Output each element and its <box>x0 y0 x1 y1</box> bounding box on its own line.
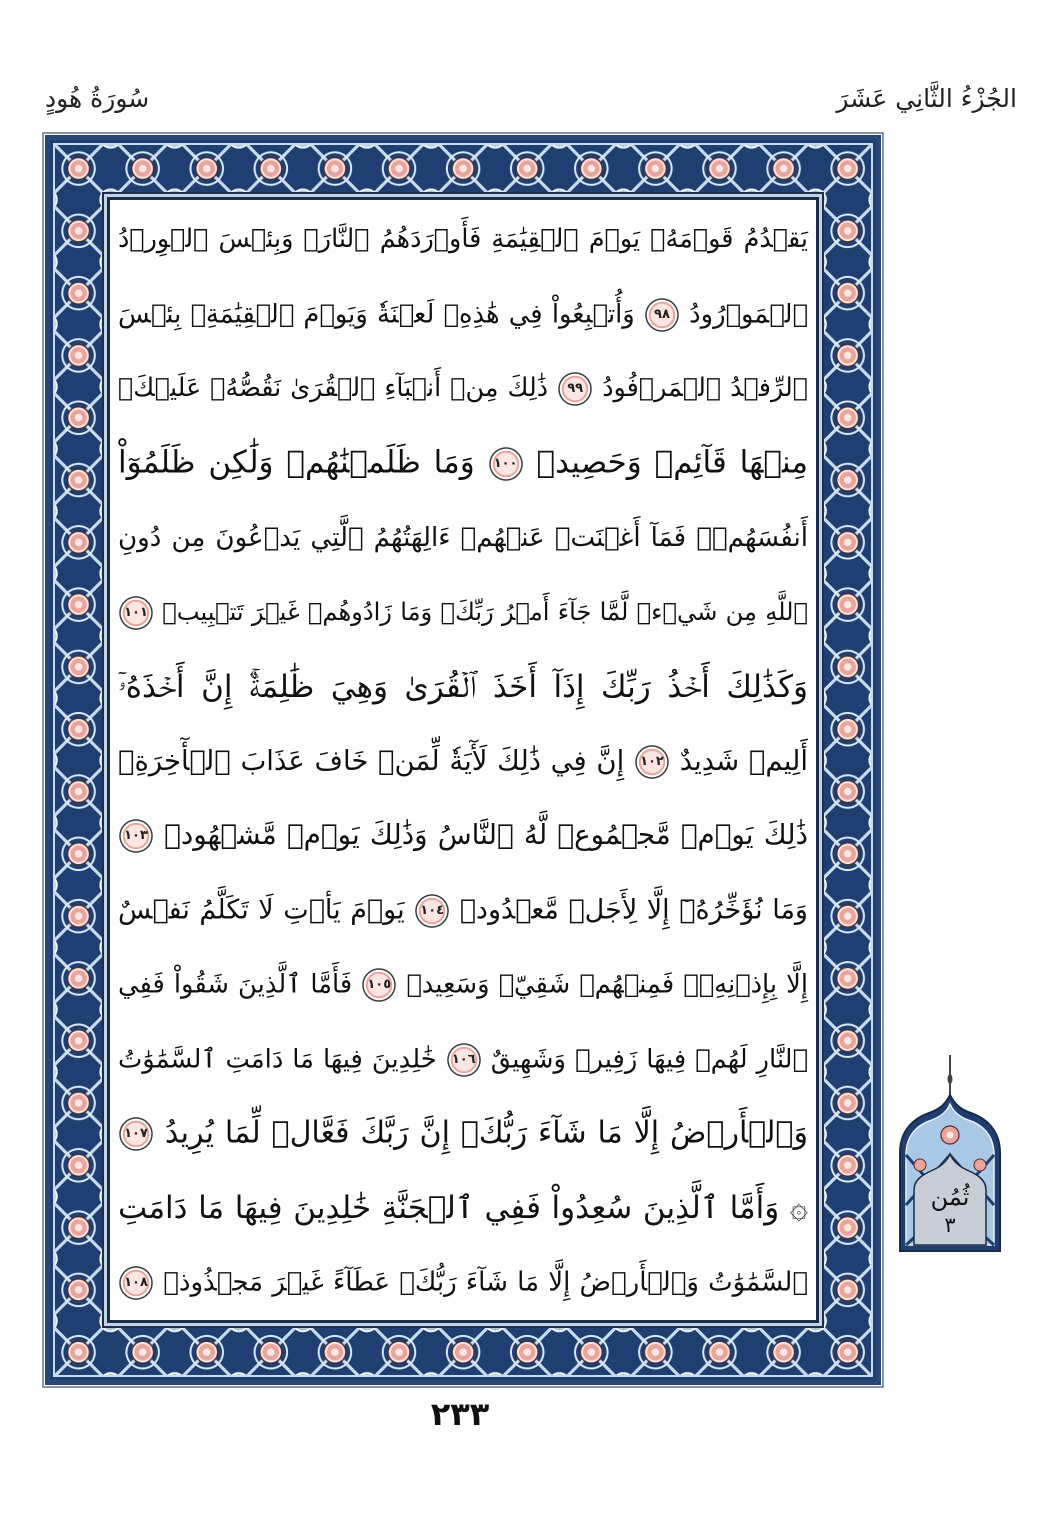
text-line <box>118 877 808 945</box>
verse-text: وَٱلۡأَرۡضُ إِلَّا مَا شَآءَ رَبُّكَۚ إِنَّ رَبَّكَ فَعَّالٞ لِّمَا يُرِيدُ <box>164 1115 808 1151</box>
text-line <box>118 728 808 796</box>
page-number: ٢٣٣ <box>430 1395 490 1433</box>
flower-ornament <box>974 1159 986 1171</box>
text-line <box>118 579 808 647</box>
ayah-number-marker: ١٠٦ <box>446 1042 482 1078</box>
ayah-number-marker: ١٠٧ <box>118 1116 154 1152</box>
line-content <box>118 446 808 482</box>
surah-title: سُورَةُ هُودٍ <box>45 84 150 113</box>
verse-text: ذَٰلِكَ يَوۡمٞ مَّجۡمُوعٞ لَّهُ ٱلنَّاسُ وَذَٰلِكَ يَوۡمٞ مَّشۡهُودٞ <box>164 818 808 851</box>
line-content <box>118 522 808 553</box>
ayah-number-marker: ١٠٥ <box>361 967 397 1003</box>
verse-text: مِنۡهَا قَآئِمٞ وَحَصِيدٞ <box>536 444 808 480</box>
verse-text: ٱلۡمَوۡرُودُ <box>689 299 808 329</box>
text-line <box>118 1100 808 1168</box>
text-line <box>118 355 808 423</box>
verse-text: أَنفُسَهُمۡۖ فَمَآ أَغۡنَتۡ عَنۡهُمۡ ءَالِهَتُهُمُ ٱلَّتِي يَدۡعُونَ مِن دُونِ <box>118 522 808 553</box>
line-content <box>118 297 808 333</box>
line-content <box>118 668 808 705</box>
verse-text: ۞ وَأَمَّا ٱلَّذِينَ سُعِدُواْ فَفِي ٱلۡجَنَّةِ خَٰلِدِينَ فِيهَا مَا دَامَتِ <box>118 1190 808 1226</box>
ayah-number-marker: ٩٨ <box>644 297 680 333</box>
ayah-number-marker: ١٠٠ <box>488 446 524 482</box>
text-line <box>118 653 808 721</box>
verse-text: إِلَّا بِإِذۡنِهِۦۚ فَمِنۡهُمۡ شَقِيّٞ وَسَعِيدٞ <box>406 969 808 1000</box>
verse-text: أَلِيمٞ شَدِيدٌ <box>679 744 808 777</box>
text-line <box>118 504 808 572</box>
verse-text: وَمَا نُؤَخِّرُهُۥٓ إِلَّا لِأَجَلٖ مَّعۡدُودٖ <box>459 894 808 925</box>
ayah-number-marker: ١٠٤ <box>414 893 450 929</box>
badge-hanging-knob <box>948 1074 953 1084</box>
line-content <box>118 595 808 631</box>
verse-text: ٱلرِّفۡدُ ٱلۡمَرۡفُودُ <box>602 373 808 403</box>
verse-text: ٱلسَّمَٰوَٰتُ وَٱلۡأَرۡضُ إِلَّا مَا شَآءَ رَبُّكَۖ عَطَآءً غَيۡرَ مَجۡذُوذٖ <box>163 1267 808 1298</box>
text-line <box>118 430 808 498</box>
text-line <box>118 281 808 349</box>
text-line <box>118 206 808 274</box>
line-content <box>118 1042 808 1078</box>
line-content <box>118 744 808 780</box>
verse-text: ٱللَّهِ مِن شَيۡءٖ لَّمَّا جَآءَ أَمۡرُ رَبِّكَۖ وَمَا زَادُوهُمۡ غَيۡرَ تَتۡبِيبٖ <box>162 597 808 626</box>
verse-text: ٱلنَّارِ لَهُمۡ فِيهَا زَفِيرٞ وَشَهِيقٌ <box>490 1044 809 1074</box>
thumun-label: ثُمُن <box>930 1183 970 1211</box>
verse-text: خَٰلِدِينَ فِيهَا مَا دَامَتِ ٱلسَّمَٰوَٰتُ <box>117 1044 437 1074</box>
juz-title: الجُزْءُ الثَّانِي عَشَرَ <box>836 84 1017 113</box>
verse-text: فَأَمَّا ٱلَّذِينَ شَقُواْ فَفِي <box>118 969 353 1000</box>
ornamental-border-frame <box>45 135 881 1385</box>
quran-text-panel <box>107 197 819 1323</box>
flower-ornament <box>914 1159 926 1171</box>
verse-text: وَكَذَٰلِكَ أَخۡذُ رَبِّكَ إِذَآ أَخَذَ ٱلۡقُرَىٰ وَهِيَ ظَٰلِمَةٌۚ إِنَّ أَخۡذَهُۥٓ <box>118 668 808 705</box>
line-content <box>118 1265 808 1301</box>
verse-text: وَمَا ظَلَمۡنَٰهُمۡ وَلَٰكِن ظَلَمُوٓاْ <box>118 444 475 480</box>
text-line <box>118 1175 808 1243</box>
ayah-number-marker: ١٠٨ <box>118 1265 154 1301</box>
thumun-number: ٣ <box>944 1213 956 1237</box>
text-line <box>118 951 808 1019</box>
text-line <box>118 1026 808 1094</box>
line-content <box>118 1116 808 1152</box>
verse-text: يَوۡمَ يَأۡتِ لَا تَكَلَّمُ نَفۡسٌ <box>118 894 405 925</box>
text-line <box>118 1249 808 1317</box>
line-content <box>118 967 808 1003</box>
ayah-number-marker: ١٠١ <box>118 595 154 631</box>
flower-ornament-center <box>947 1132 954 1139</box>
ayah-number-marker: ٩٩ <box>557 371 593 407</box>
text-line <box>118 802 808 870</box>
line-content <box>118 224 808 255</box>
verse-text: وَأُتۡبِعُواْ فِي هَٰذِهِۦ لَعۡنَةٗ وَيَوۡمَ ٱلۡقِيَٰمَةِۚ بِئۡسَ <box>118 299 635 329</box>
ayah-number-marker: ١٠٢ <box>634 744 670 780</box>
line-content <box>118 1190 808 1226</box>
line-content <box>118 893 808 929</box>
verse-text: ذَٰلِكَ مِنۡ أَنۢبَآءِ ٱلۡقُرَىٰ نَقُصُّهُۥ عَلَيۡكَۖ <box>118 373 549 403</box>
line-content <box>118 818 808 854</box>
verse-text: يَقۡدُمُ قَوۡمَهُۥ يَوۡمَ ٱلۡقِيَٰمَةِ فَأَوۡرَدَهُمُ ٱلنَّارَۖ وَبِئۡسَ ٱلۡوِرۡدُ <box>118 224 808 255</box>
ayah-number-marker: ١٠٣ <box>118 818 154 854</box>
verse-text: إِنَّ فِي ذَٰلِكَ لَأٓيَةٗ لِّمَنۡ خَافَ عَذَابَ ٱلۡأٓخِرَةِۚ <box>118 744 625 777</box>
line-content <box>118 371 808 407</box>
